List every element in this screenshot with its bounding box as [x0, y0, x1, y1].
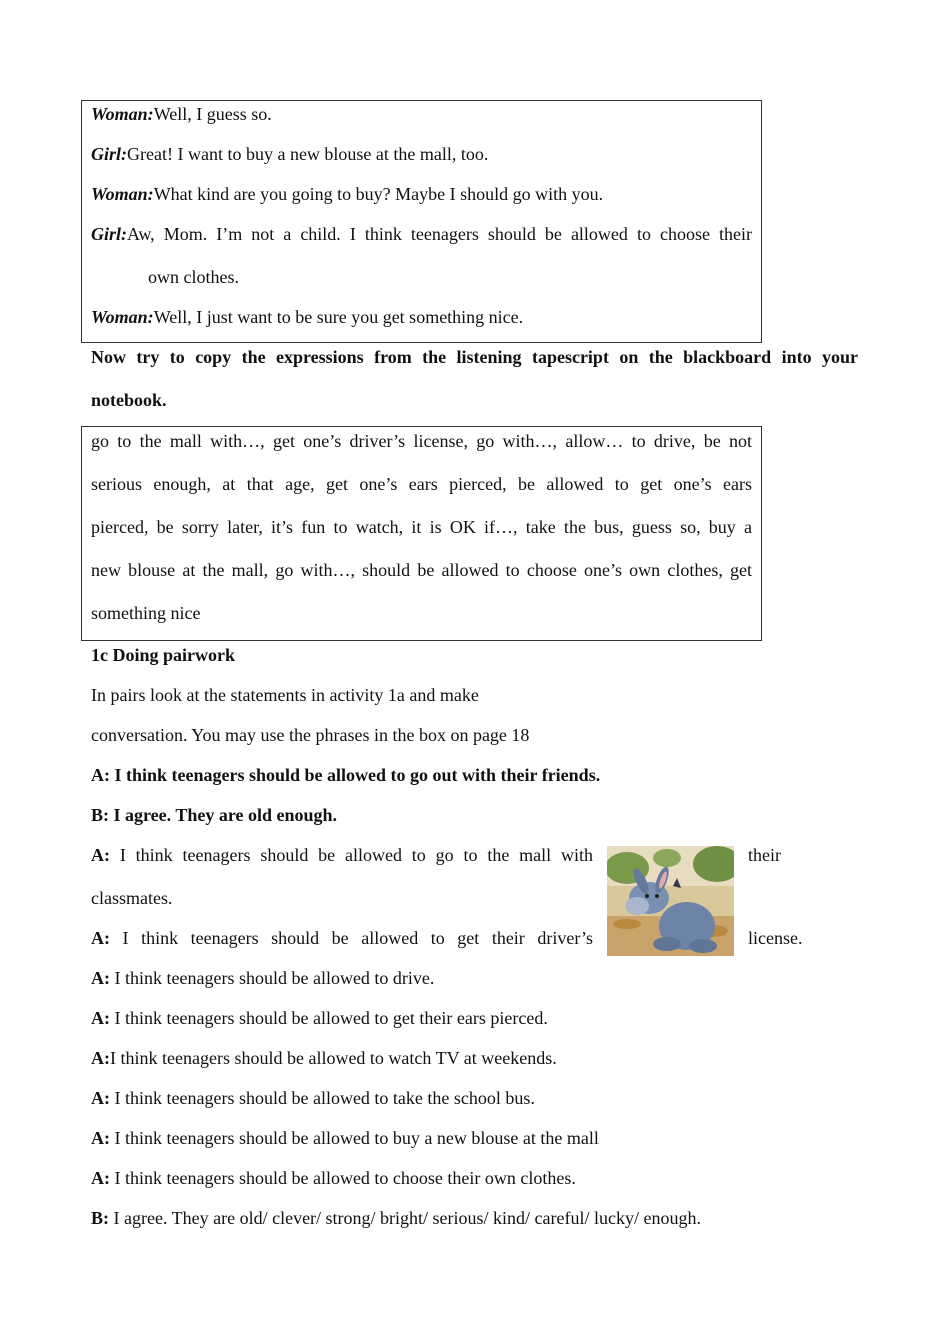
statement-1: A: I think teenagers should be allowed to go to the mall with — [91, 845, 593, 865]
statement-list-item-2: A: I think teenagers should be allowed to get their ears pierced. — [91, 1008, 548, 1028]
eeyore-illustration — [607, 846, 734, 956]
dialogue-line-5: Woman:Well, I just want to be sure you get something nice. — [91, 307, 524, 327]
example-a: A: I think teenagers should be allowed to go out with their friends. — [91, 765, 601, 785]
statement-list-item-4: A: I think teenagers should be allowed to take the school bus. — [91, 1088, 535, 1108]
section-heading: 1c Doing pairwork — [91, 645, 235, 665]
expressions-line-2: serious enough, at that age, get one’s ears pierced, be allowed to get one’s ears — [91, 474, 752, 494]
statement-list-item-6: A: I think teenagers should be allowed to choose their own clothes. — [91, 1168, 576, 1188]
statement-1-cont: classmates. — [91, 888, 173, 908]
section-intro-2: conversation. You may use the phrases in the box on page 18 — [91, 725, 530, 745]
statement-list-item-1: A: I think teenagers should be allowed to drive. — [91, 968, 435, 988]
expressions-line-5: something nice — [91, 603, 201, 623]
statement-list-item-5: A: I think teenagers should be allowed to buy a new blouse at the mall — [91, 1128, 599, 1148]
dialogue-line-2: Girl:Great! I want to buy a new blouse at the mall, too. — [91, 144, 489, 164]
expressions-line-4: new blouse at the mall, go with…, should be allowed to choose one’s own clothes, get — [91, 560, 752, 580]
dialogue-line-3: Woman:What kind are you going to buy? Maybe I should go with you. — [91, 184, 604, 204]
dialogue-line-1: Woman:Well, I guess so. — [91, 104, 272, 124]
statement-2: A: I think teenagers should be allowed to get their driver’s — [91, 928, 593, 948]
section-intro-1: In pairs look at the statements in activity 1a and make — [91, 685, 479, 705]
eeyore-icon — [607, 846, 734, 956]
example-b: B: I agree. They are old enough. — [91, 805, 338, 825]
statement-2-tail: license. — [748, 928, 803, 948]
instruction-line-2: notebook. — [91, 390, 167, 410]
dialogue-line-4: Girl:Aw, Mom. I’m not a child. I think teenagers should be allowed to choose their — [91, 224, 752, 244]
response-line: B: I agree. They are old/ clever/ strong/ bright/ serious/ kind/ careful/ lucky/ enough. — [91, 1208, 701, 1228]
statement-1-tail: their — [748, 845, 781, 865]
statement-list-item-3: A:I think teenagers should be allowed to watch TV at weekends. — [91, 1048, 557, 1068]
expressions-line-3: pierced, be sorry later, it’s fun to watch, it is OK if…, take the bus, guess so, buy a — [91, 517, 752, 537]
expressions-line-1: go to the mall with…, get one’s driver’s license, go with…, allow… to drive, be not — [91, 431, 752, 451]
dialogue-line-4-cont: own clothes. — [148, 267, 239, 287]
instruction-line-1: Now try to copy the expressions from the listening tapescript on the blackboard into your — [91, 347, 858, 367]
